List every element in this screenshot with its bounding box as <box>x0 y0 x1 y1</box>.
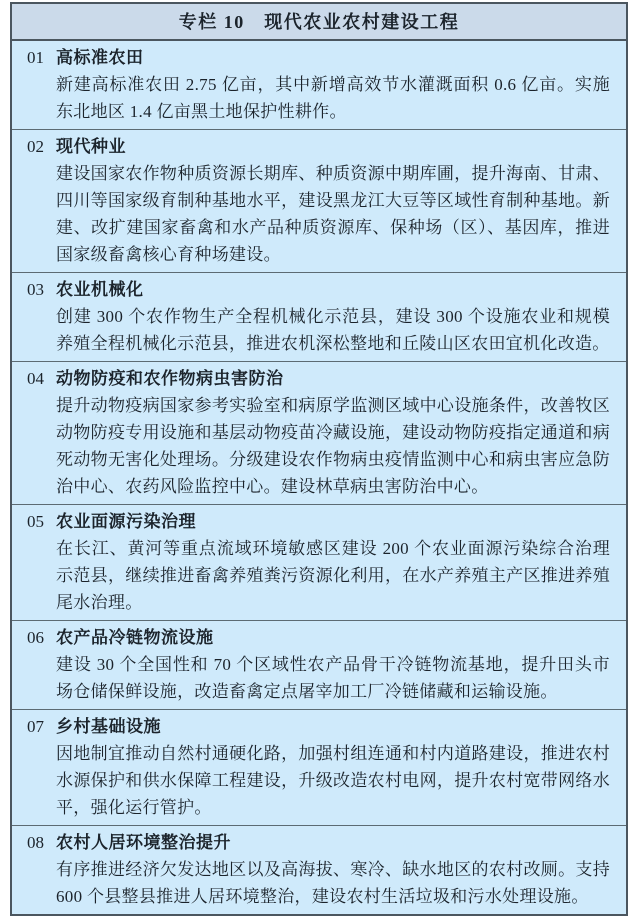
section-number: 08 <box>27 833 44 852</box>
section-heading-row <box>27 624 610 651</box>
section-number: 02 <box>27 137 44 156</box>
section-04-animal-epidemic-pest-control <box>12 362 626 505</box>
section-heading-row <box>27 713 610 740</box>
section-heading-row <box>27 829 610 856</box>
section-heading: 农业面源污染治理 <box>56 512 196 531</box>
section-heading: 高标准农田 <box>56 48 144 67</box>
panel-title: 专栏 10 现代农业农村建设工程 <box>178 12 460 32</box>
section-number: 06 <box>27 628 44 647</box>
section-body: 建设 30 个全国性和 70 个区域性农产品骨干冷链物流基地，提升田头市场仓储保鲜设施，改造畜禽定点屠宰加工厂冷链储藏和运输设施。 <box>56 655 610 701</box>
plan-column-panel <box>10 2 628 916</box>
section-05-agricultural-pollution-control <box>12 505 626 621</box>
section-06-cold-chain-logistics <box>12 621 626 710</box>
section-body: 提升动物疫病国家参考实验室和病原学监测区域中心设施条件，改善牧区动物防疫专用设施和基层动物疫苗冷藏设施，建设动物防疫指定通道和病死动物无害化处理场。分级建设农作物病虫疫情监测中心和病虫害应急防治中心、农药风险监控中心。建设林草病虫害防治中心。 <box>56 396 610 496</box>
section-body: 新建高标准农田 2.75 亿亩，其中新增高效节水灌溉面积 0.6 亿亩。实施东北地区 1.4 亿亩黑土地保护性耕作。 <box>56 75 610 121</box>
section-number: 04 <box>27 369 44 388</box>
section-body: 有序推进经济欠发达地区以及高海拔、寒冷、缺水地区的农村改厕。支持 600 个县整县推进人居环境整治，建设农村生活垃圾和污水处理设施。 <box>56 860 610 906</box>
panel-title-bar <box>12 4 626 41</box>
section-heading: 乡村基础设施 <box>56 717 161 736</box>
section-heading-row <box>27 276 610 303</box>
section-number: 05 <box>27 512 44 531</box>
section-heading-row <box>27 508 610 535</box>
section-body: 因地制宜推动自然村通硬化路，加强村组连通和村内道路建设，推进农村水源保护和供水保障工程建设，升级改造农村电网，提升农村宽带网络水平，强化运行管护。 <box>56 744 610 817</box>
section-08-rural-living-environment <box>12 826 626 914</box>
section-heading: 动物防疫和农作物病虫害防治 <box>56 369 284 388</box>
section-heading: 农业机械化 <box>56 280 144 299</box>
section-body: 建设国家农作物种质资源长期库、种质资源中期库圃，提升海南、甘肃、四川等国家级育制种基地水平，建设黑龙江大豆等区域性育制种基地。新建、改扩建国家畜禽和水产品种质资源库、保种场（区）、基因库，推进国家级畜禽核心育种场建设。 <box>56 164 610 264</box>
section-heading: 农村人居环境整治提升 <box>56 833 231 852</box>
section-heading: 现代种业 <box>56 137 126 156</box>
section-body: 创建 300 个农作物生产全程机械化示范县，建设 300 个设施农业和规模养殖全程机械化示范县，推进农机深松整地和丘陵山区农田宜机化改造。 <box>56 307 610 353</box>
section-number: 01 <box>27 48 44 67</box>
section-heading-row <box>27 44 610 71</box>
section-heading-row <box>27 133 610 160</box>
section-01-high-standard-farmland <box>12 41 626 130</box>
section-02-modern-seed-industry <box>12 130 626 273</box>
section-heading-row <box>27 365 610 392</box>
section-03-agricultural-mechanization <box>12 273 626 362</box>
section-body: 在长江、黄河等重点流域环境敏感区建设 200 个农业面源污染综合治理示范县，继续推进畜禽养殖粪污资源化利用，在水产养殖主产区推进养殖尾水治理。 <box>56 539 610 612</box>
section-heading: 农产品冷链物流设施 <box>56 628 214 647</box>
section-07-rural-infrastructure <box>12 710 626 826</box>
section-number: 03 <box>27 280 44 299</box>
section-number: 07 <box>27 717 44 736</box>
